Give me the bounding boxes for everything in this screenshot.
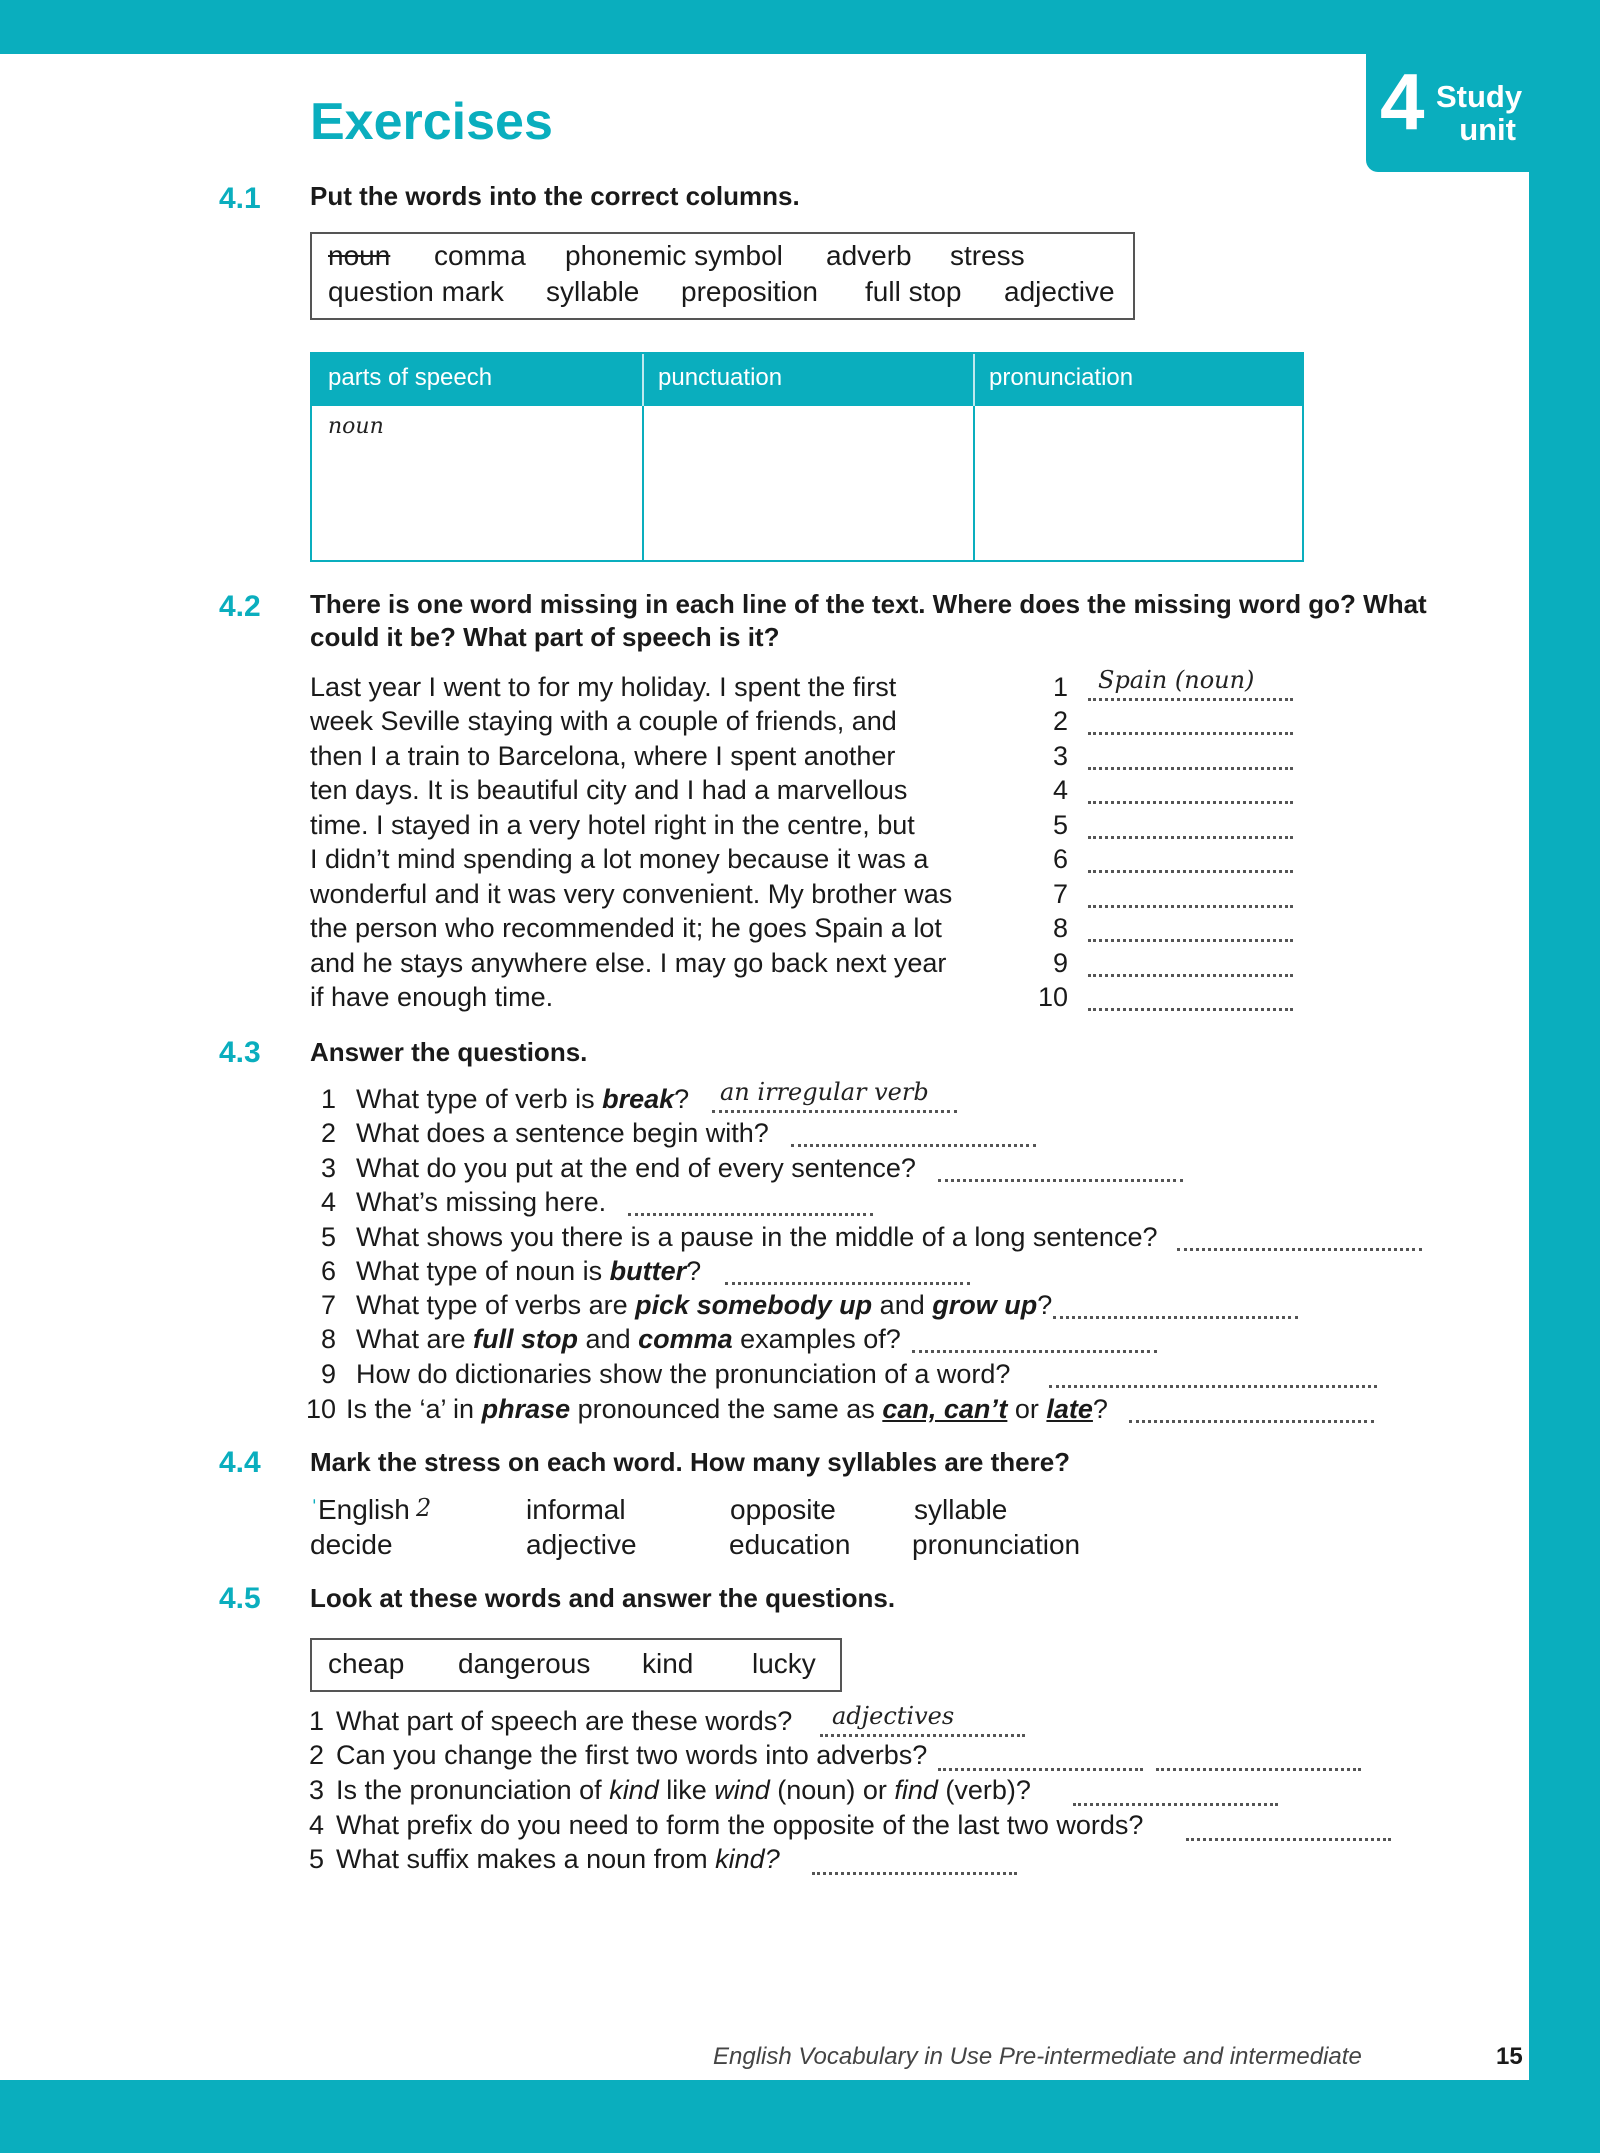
text-line: week Seville staying with a couple of friends, and <box>310 706 897 736</box>
answer-line[interactable] <box>1129 1420 1374 1423</box>
line-number: 9 <box>1052 948 1068 978</box>
answer-line[interactable] <box>1088 767 1293 770</box>
unit-label: Study unit <box>1436 79 1523 148</box>
word-box-item: lucky <box>752 1648 816 1679</box>
line-number: 7 <box>1052 879 1068 909</box>
text-line: ten days. It is beautiful city and I had a marvellous <box>310 775 908 805</box>
stress-word: opposite <box>730 1494 836 1525</box>
answer-line[interactable] <box>1177 1248 1422 1251</box>
text-line: wonderful and it was very convenient. My brother was <box>310 879 953 909</box>
text-line: the person who recommended it; he goes Spain a lot <box>310 913 942 943</box>
table-divider <box>973 406 975 562</box>
question: 5 What suffix makes a noun from kind? <box>308 1844 780 1874</box>
stress-word: English <box>318 1494 410 1525</box>
answer-line[interactable] <box>1156 1768 1361 1771</box>
text-line: I didn’t mind spending a lot money because it was a <box>310 844 929 874</box>
line-number: 5 <box>1052 810 1068 840</box>
handwritten-answer: adjectives <box>832 1702 955 1730</box>
word-box <box>310 232 1135 320</box>
word-box-item: dangerous <box>458 1648 591 1679</box>
exercise-instruction: Look at these words and answer the questions. <box>310 1583 896 1613</box>
word-box-item: syllable <box>546 276 640 307</box>
answer-line[interactable] <box>628 1213 873 1216</box>
stress-word: syllable <box>914 1494 1008 1525</box>
stress-word: pronunciation <box>912 1529 1081 1560</box>
line-number: 1 <box>1052 672 1068 702</box>
unit-number: 4 <box>1380 57 1425 146</box>
word-box <box>310 1638 842 1692</box>
word-box-item: kind <box>642 1648 694 1679</box>
stress-word: informal <box>526 1494 626 1525</box>
answer-line[interactable] <box>938 1768 1143 1771</box>
stress-mark: ˈ <box>310 1494 319 1524</box>
answer-line[interactable] <box>1088 698 1293 701</box>
answer-line[interactable] <box>938 1179 1183 1182</box>
unit-tab <box>1366 54 1529 172</box>
line-number: 8 <box>1052 913 1068 943</box>
exercise-instruction: Answer the questions. <box>310 1037 588 1067</box>
book-title: English Vocabulary in Use Pre-intermediate and intermediate <box>713 2043 1362 2070</box>
answer-line[interactable] <box>1088 905 1293 908</box>
exercise-number: 4.4 <box>219 1446 261 1479</box>
answer-line[interactable] <box>1088 801 1293 804</box>
exercise-number: 4.1 <box>219 182 261 215</box>
answer-line[interactable] <box>820 1734 1025 1737</box>
word-box-item: full stop <box>865 276 962 307</box>
word-box-item: adverb <box>826 240 912 271</box>
line-number: 2 <box>1052 706 1068 736</box>
exercise-instruction: There is one word missing in each line of the text. Where does the missing word go? What could it be? What part of speech is it? <box>310 589 1427 652</box>
text-line: and he stays anywhere else. I may go back next year <box>310 948 947 978</box>
word-box-item: comma <box>434 240 526 271</box>
exercise-number: 4.5 <box>219 1582 261 1615</box>
question: 3 Is the pronunciation of kind like wind (noun) or find (verb)? <box>308 1775 1031 1805</box>
table-divider <box>642 406 644 562</box>
question: 6 What type of noun is butter? <box>320 1256 702 1286</box>
word-box-item: stress <box>950 240 1025 271</box>
question: 2 Can you change the first two words into adverbs? <box>308 1740 928 1770</box>
word-box-item: noun <box>328 240 391 271</box>
text-line: if have enough time. <box>310 982 554 1012</box>
question: 5 What shows you there is a pause in the middle of a long sentence? <box>320 1222 1158 1252</box>
handwritten-answer: Spain (noun) <box>1098 666 1255 694</box>
answer-line[interactable] <box>812 1872 1017 1875</box>
answer-line[interactable] <box>725 1282 970 1285</box>
answer-line[interactable] <box>1088 939 1293 942</box>
stress-word: adjective <box>526 1529 637 1560</box>
handwritten-answer: an irregular verb <box>720 1078 929 1106</box>
line-number: 3 <box>1052 741 1068 771</box>
line-number: 6 <box>1052 844 1068 874</box>
text-line: Last year I went to for my holiday. I spent the first <box>310 672 897 702</box>
answer-line[interactable] <box>1088 732 1293 735</box>
exercise-number: 4.2 <box>219 590 261 623</box>
table-header: parts of speech <box>312 354 642 406</box>
answer-line[interactable] <box>1053 1316 1298 1319</box>
word-box-item: adjective <box>1004 276 1115 307</box>
table-header: pronunciation <box>973 354 1304 406</box>
word-box-item: cheap <box>328 1648 405 1679</box>
answer-line[interactable] <box>1186 1838 1391 1841</box>
handwritten-example: noun <box>328 414 384 439</box>
answer-line[interactable] <box>1088 1008 1293 1011</box>
question: 7 What type of verbs are pick somebody up and grow up? <box>320 1290 1053 1320</box>
exercise-number: 4.3 <box>219 1036 261 1069</box>
exercise-instruction: Mark the stress on each word. How many syllables are there? <box>310 1447 1071 1477</box>
answer-line[interactable] <box>1088 870 1293 873</box>
word-box-item: preposition <box>681 276 818 307</box>
line-number: 10 <box>1037 982 1068 1012</box>
question: 4 What prefix do you need to form the opposite of the last two words? <box>308 1810 1144 1840</box>
handwritten-answer: 2 <box>416 1494 432 1522</box>
page-title: Exercises <box>310 93 553 151</box>
question: 1 What type of verb is break? <box>320 1084 690 1114</box>
stress-word: education <box>729 1529 851 1560</box>
answer-line[interactable] <box>791 1144 1036 1147</box>
text-line: time. I stayed in a very hotel right in the centre, but <box>310 810 915 840</box>
answer-line[interactable] <box>1088 974 1293 977</box>
stress-word: decide <box>310 1529 393 1560</box>
table-header: punctuation <box>642 354 973 406</box>
question: 8 What are full stop and comma examples of? <box>320 1324 901 1354</box>
question: 9 How do dictionaries show the pronunciation of a word? <box>320 1359 1011 1389</box>
exercise-instruction: Put the words into the correct columns. <box>310 181 800 211</box>
answer-line[interactable] <box>912 1350 1157 1353</box>
question: 3 What do you put at the end of every sentence? <box>320 1153 916 1183</box>
page-number: 15 <box>1496 2043 1523 2070</box>
word-box-item: question mark <box>328 276 504 307</box>
answer-line[interactable] <box>712 1110 957 1113</box>
columns-table <box>310 352 1304 562</box>
answer-line[interactable] <box>1088 836 1293 839</box>
answer-line[interactable] <box>1049 1385 1377 1388</box>
answer-line[interactable] <box>1073 1803 1278 1806</box>
text-line: then I a train to Barcelona, where I spent another <box>310 741 896 771</box>
question: 2 What does a sentence begin with? <box>320 1118 769 1148</box>
question: 10 Is the ‘a’ in phrase pronounced the same as can, can’t or late? <box>305 1394 1108 1424</box>
word-box-item: phonemic symbol <box>565 240 783 271</box>
question: 1 What part of speech are these words? <box>308 1706 793 1736</box>
question: 4 What’s missing here. <box>320 1187 607 1217</box>
line-number: 4 <box>1052 775 1068 805</box>
